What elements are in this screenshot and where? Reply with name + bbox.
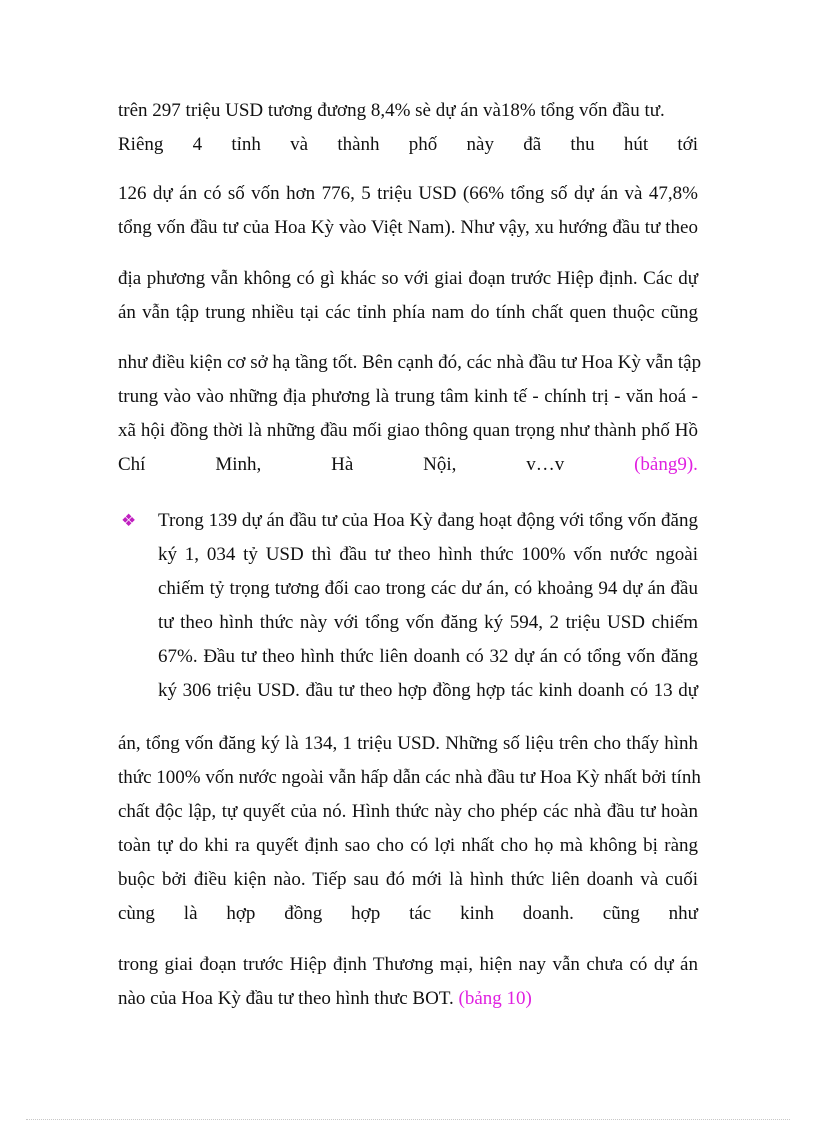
table-reference-bang9: (bảng9). [634,454,698,475]
paragraph2-line7 [118,953,698,977]
word: đã [523,134,542,155]
bullet-line2 [158,543,698,567]
word: v…v [526,454,565,475]
paragraph2-line2-text: thức 100% vốn nước ngoài vẫn hấp dẫn các nhà đầu tư Hoa Kỳ nhất bởi tính [118,767,701,788]
table-reference-bang10: (bảng 10) [458,988,532,1009]
paragraph1-line3-text: 126 dự án có số vốn hơn 776, 5 triệu USD (66% tổng số dự án và 47,8% [118,183,698,204]
word: Hà [331,454,354,475]
paragraph1-line10 [118,453,698,477]
word: tỉnh [231,134,261,155]
paragraph1-line9-text: xã hội đồng thời là những đầu mối giao thông quan trọng như thành phố Hồ [118,420,698,441]
page-bottom-divider [26,1119,790,1120]
paragraph1-line4-text: tổng vốn đầu tư của Hoa Kỳ vào Việt Nam). Như vậy, xu hướng đầu tư theo [118,217,698,238]
word: là [183,903,198,924]
word: này [466,134,494,155]
diamond-dots-icon: ❖ [121,511,137,531]
word: Minh, [215,454,262,475]
bullet-line3-text: chiếm tỷ trọng tương đối cao trong các dư án, có khoảng 94 dự án đầu [158,578,698,599]
word: phố [408,134,438,155]
paragraph1-line9 [118,419,698,443]
paragraph2-line8 [118,987,698,1011]
word: như [668,903,698,924]
word: hợp [351,903,381,924]
word: Riêng [118,134,164,155]
bullet-line5 [158,645,698,669]
word: tác [409,903,432,924]
paragraph2-line4-text: toàn tự do khi ra quyết định sao cho có lợi nhất cho họ mà không bị ràng [118,835,698,856]
paragraph1-line5-text: địa phương vẫn không có gì khác so với giai đoạn trước Hiệp định. Các dự [118,268,698,289]
paragraph1-line1 [118,99,698,123]
paragraph2-line3-text: chất độc lập, tự quyết của nó. Hình thức này cho phép các nhà đầu tư hoàn [118,801,698,822]
word: doanh. [522,903,574,924]
bullet-line6 [158,679,698,703]
paragraph1-line1-text: trên 297 triệu USD tương đương 8,4% sè dự án và18% tổng vốn đầu tư. [118,100,665,121]
bullet-line4-text: tư theo hình thức này với tổng vốn đăng ký 594, 2 triệu USD chiếm [158,612,698,633]
paragraph2-line2 [118,766,701,790]
bullet-line5-text: 67%. Đầu tư theo hình thức liên doanh có 32 dự án có tổng vốn đăng [158,646,698,667]
paragraph1-line2 [118,133,698,157]
bullet-line4 [158,611,698,635]
paragraph2-line5 [118,868,698,892]
bullet-line6-text: ký 306 triệu USD. đầu tư theo hợp đồng hợp tác kinh doanh có 13 dự [158,680,698,701]
paragraph1-line4 [118,216,698,240]
word: Chí [118,454,146,475]
word: thành [337,134,380,155]
paragraph2-line5-text: buộc bởi điều kiện nào. Tiếp sau đó mới là hình thức liên doanh và cuối [118,869,698,890]
paragraph2-line8-text: nào của Hoa Kỳ đầu tư theo hình thưc BOT. [118,988,454,1009]
paragraph2-line6 [118,902,698,926]
word: tới [677,134,698,155]
word: cũng [602,903,640,924]
word: hút [623,134,649,155]
word: 4 [192,134,203,155]
paragraph1-line8-text: trung vào vào những địa phương là trung tâm kinh tế - chính trị - văn hoá - [118,386,698,407]
paragraph1-line5 [118,267,698,291]
bullet-line3 [158,577,698,601]
word: đồng [284,903,323,924]
paragraph1-line6-text: án vẫn tập trung nhiều tại các tỉnh phía nam do tính chất quen thuộc cũng [118,302,698,323]
word: cùng [118,903,155,924]
word: kinh [460,903,494,924]
paragraph1-line3 [118,182,698,206]
paragraph2-line1-text: án, tổng vốn đăng ký là 134, 1 triệu USD. Những số liệu trên cho thấy hình [118,733,698,754]
paragraph1-line6 [118,301,698,325]
bullet-line1 [158,509,698,533]
word: Nội, [423,454,457,475]
paragraph2-line1 [118,732,698,756]
paragraph2-line7-text: trong giai đoạn trước Hiệp định Thương mại, hiện nay vẫn chưa có dự án [118,954,698,975]
word: thu [570,134,595,155]
paragraph2-line4 [118,834,698,858]
word: và [290,134,309,155]
paragraph1-line7 [118,351,702,375]
paragraph1-line7-text: như điều kiện cơ sở hạ tầng tốt. Bên cạnh đó, các nhà đầu tư Hoa Kỳ vẫn tập [118,352,702,373]
word: hợp [226,903,256,924]
bullet-line1-text: Trong 139 dự án đầu tư của Hoa Kỳ đang hoạt động với tổng vốn đăng [158,510,698,531]
paragraph1-line8 [118,385,698,409]
paragraph2-line3 [118,800,698,824]
bullet-line2-text: ký 1, 034 tỷ USD thì đầu tư theo hình thức 100% vốn nước ngoài [158,544,698,565]
